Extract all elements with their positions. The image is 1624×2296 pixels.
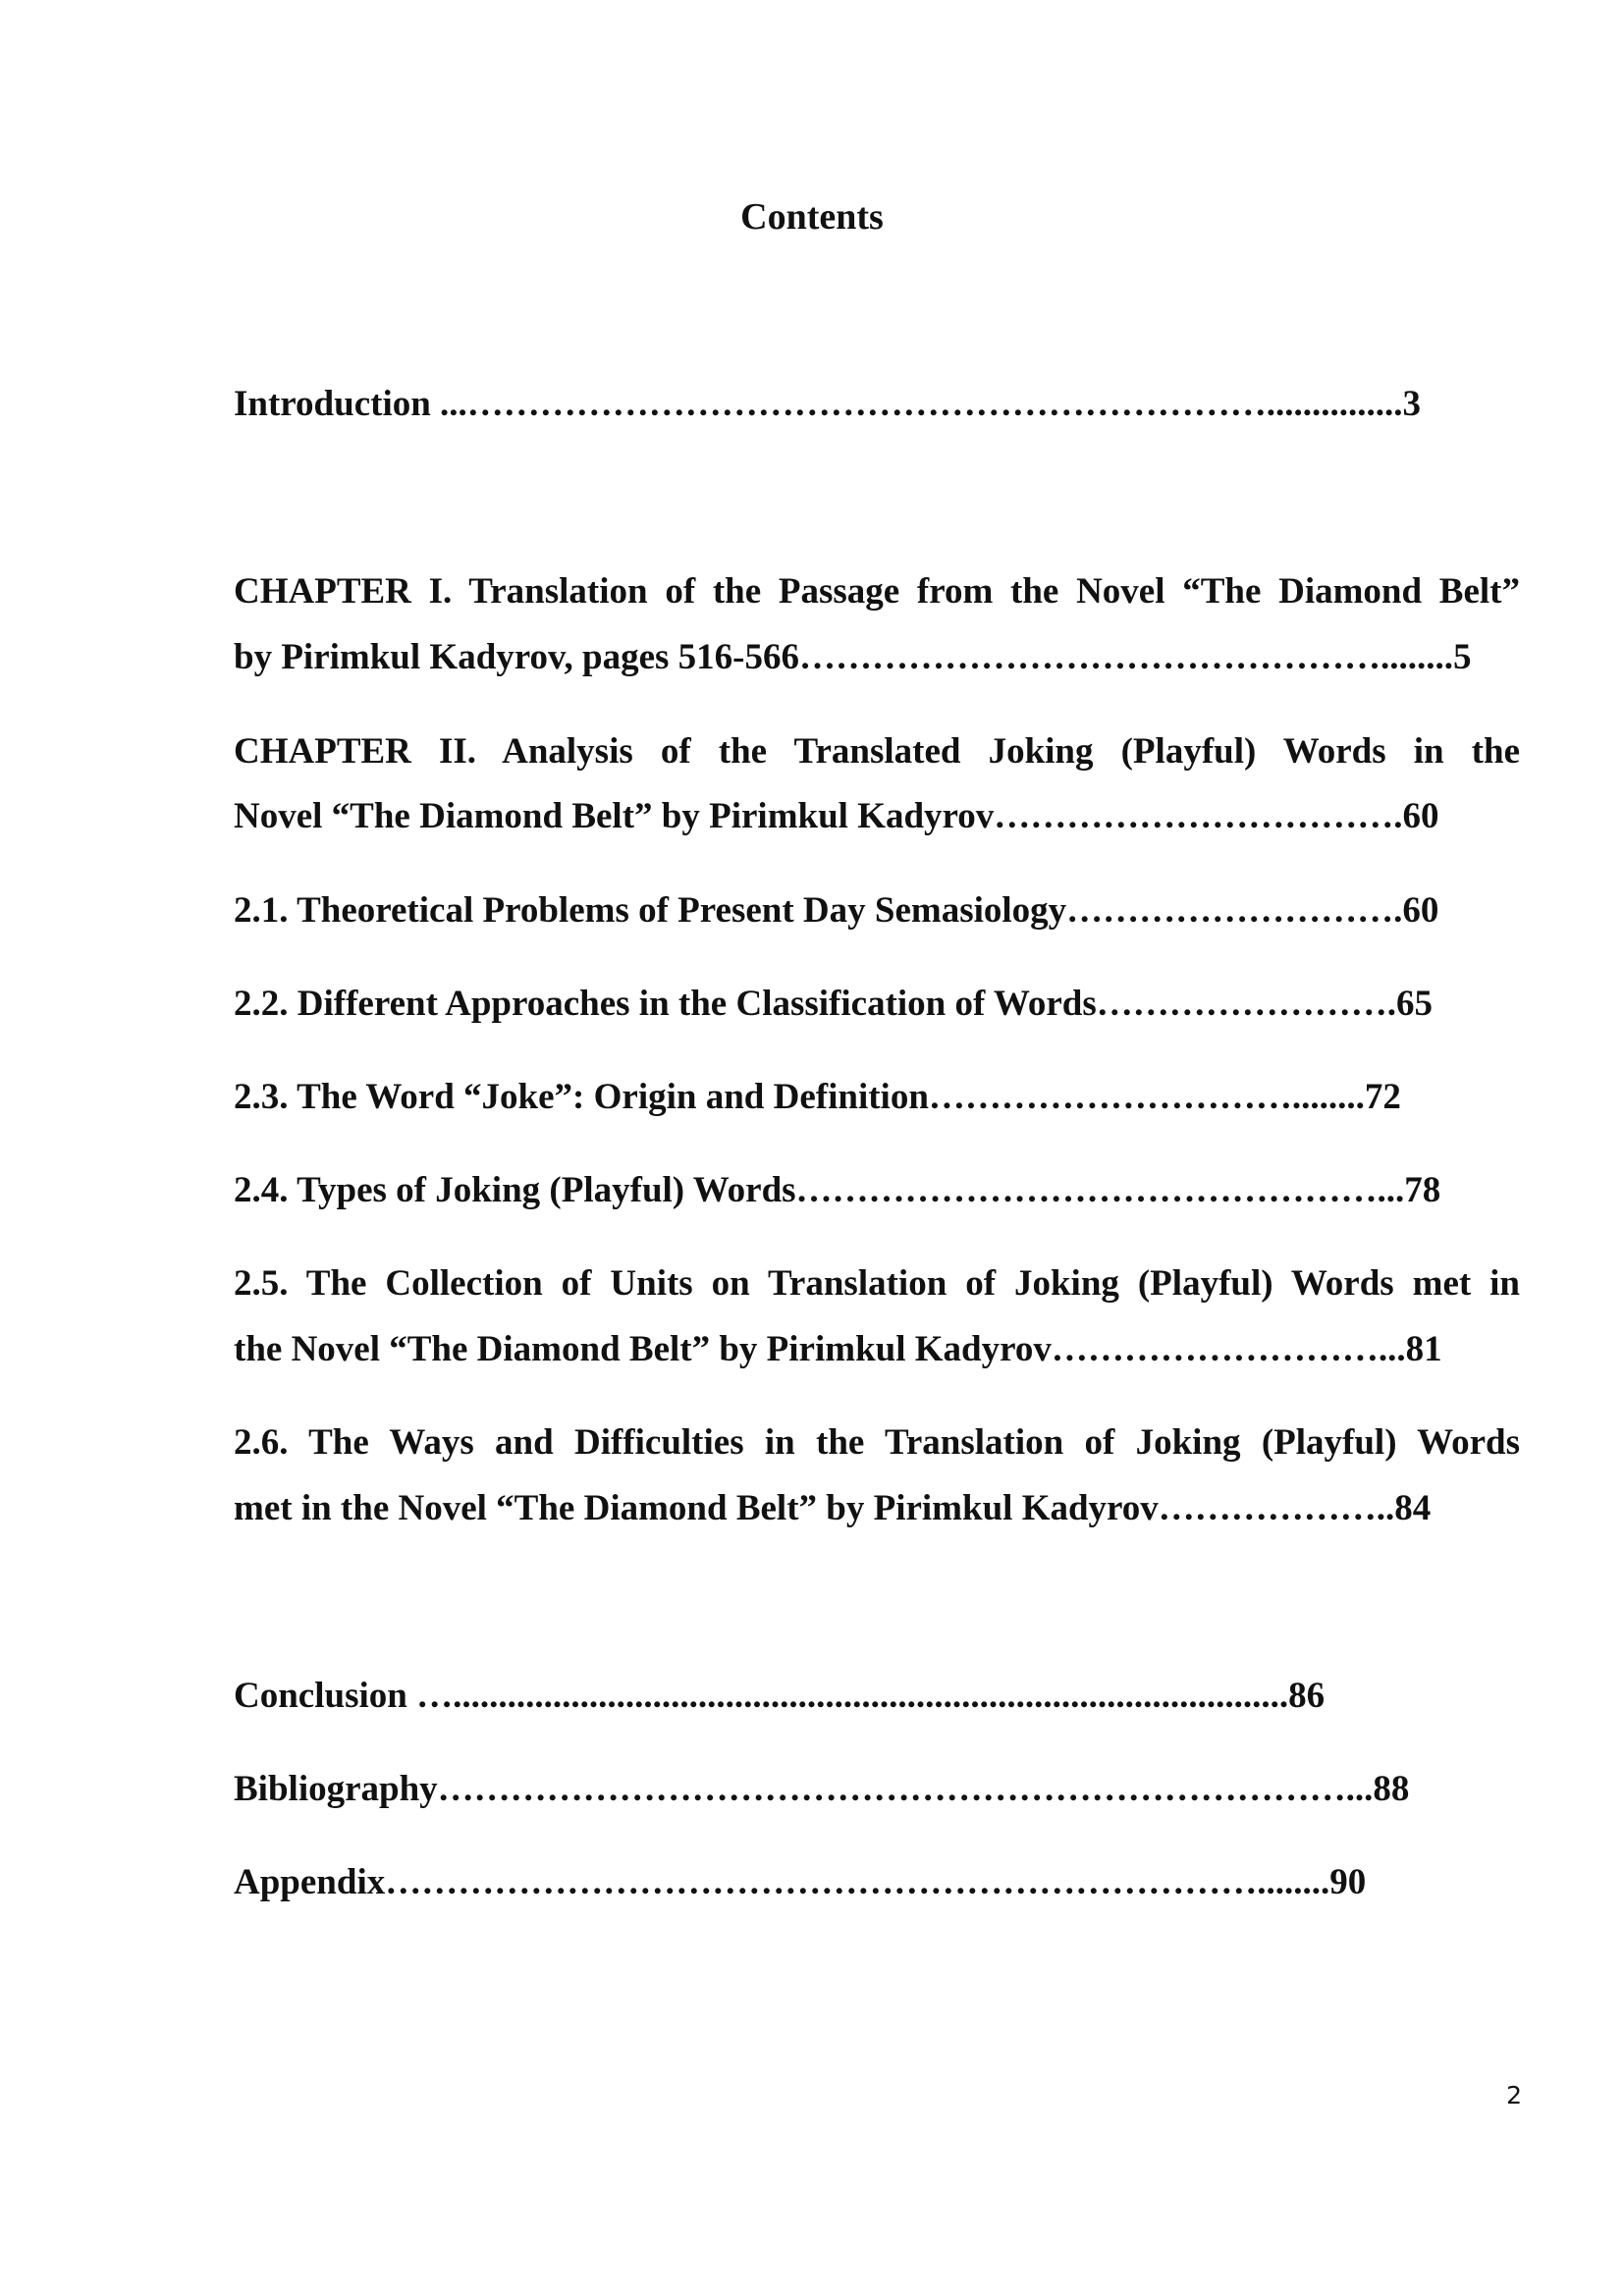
toc-entry-section-2-5: 2.5. The Collection of Units on Translation of Joking (Playful) Words met in [234,1263,1520,1304]
toc-entry-section-2-1: 2.1. Theoretical Problems of Present Day Semasiology……………………….60 [234,890,1439,931]
toc-entry-appendix: Appendix………………………………………………………………........90 [234,1862,1367,1902]
page-title: Contents [740,196,884,238]
toc-entry-section-2-5-continued: the Novel “The Diamond Belt” by Pirimkul Kadyrov………………………...81 [234,1329,1442,1369]
toc-entry-section-2-6: 2.6. The Ways and Difficulties in the Translation of Joking (Playful) Words [234,1422,1520,1463]
toc-entry-bibliography: Bibliography…………………………………………………………………...88 [234,1769,1410,1809]
toc-entry-section-2-2: 2.2. Different Approaches in the Classification of Words…………………….65 [234,984,1434,1024]
toc-entry-section-2-4: 2.4. Types of Joking (Playful) Words…………………………………………...78 [234,1170,1441,1210]
toc-entry-introduction: Introduction ...…………………………………………………………...............3 [234,384,1422,424]
toc-entry-chapter-1-continued: by Pirimkul Kadyrov, pages 516-566…………………………………………........5 [234,637,1472,677]
toc-entry-chapter-1: CHAPTER I. Translation of the Passage from the Novel “The Diamond Belt” [234,571,1520,612]
toc-entry-chapter-2-continued: Novel “The Diamond Belt” by Pirimkul Kadyrov…………………………….60 [234,796,1439,836]
page-number: 2 [1506,2081,1522,2109]
toc-entry-section-2-3: 2.3. The Word “Joke”: Origin and Definition…………………………........72 [234,1077,1401,1117]
toc-entry-section-2-6-continued: met in the Novel “The Diamond Belt” by Pirimkul Kadyrov………………..84 [234,1488,1432,1528]
toc-entry-conclusion: Conclusion …............................................................................................86 [234,1676,1326,1716]
toc-entry-chapter-2: CHAPTER II. Analysis of the Translated Joking (Playful) Words in the [234,731,1520,772]
